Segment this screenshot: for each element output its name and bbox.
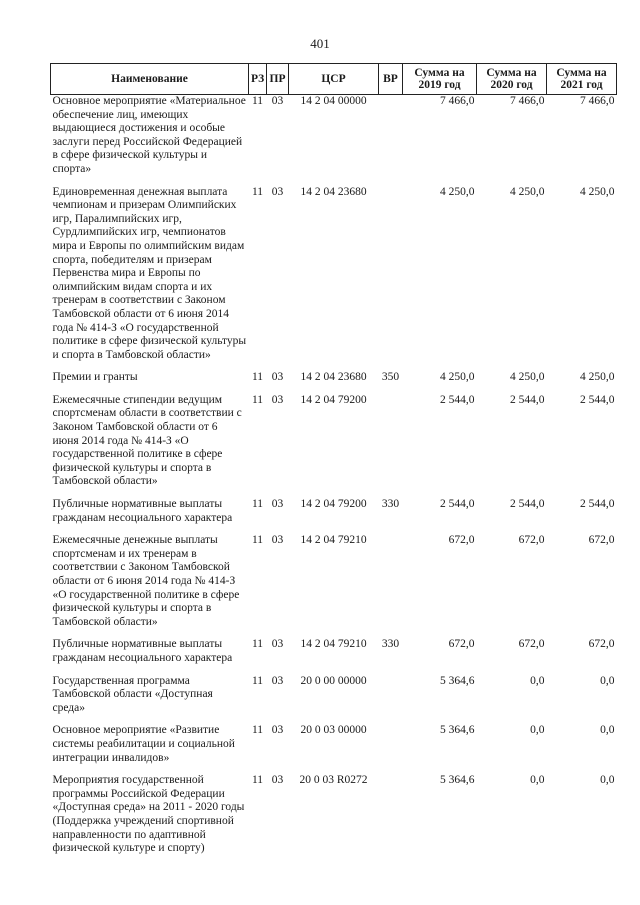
cell-name: Мероприятия государственной программы Российской Федерации «Доступная среда» на 2011 - 2020 годы (Поддержка учреждений спортивной направленности по адаптивной физической культуре и спорту): [52, 774, 245, 855]
cell-vr: 350: [381, 371, 400, 384]
cell-csr: 20 0 00 00000: [300, 674, 367, 687]
cell-sum-2021: 0,0: [600, 774, 615, 787]
cell-pr: 03: [271, 393, 284, 406]
cell-csr: 14 2 04 79210: [300, 638, 367, 651]
header-sum-2019: Сумма на 2019 год: [403, 64, 477, 95]
cell-sum-2019: 5 364,6: [440, 774, 475, 787]
cell-name: Единовременная денежная выплата чемпионам и призерам Олимпийских игр, Паралимпийских игр, Сурдлимпийских игр, чемпионатов мира и Европы по олимпийским видам спорта, победителям и призерам Первенства мира и Европы по олимпийским видам спорта и их тренерам в соответствии с Законом Тамбовской области от 6 июня 2014 года № 414-З «О государственной политике в сфере физической культуры и спорта в Тамбовской области»: [52, 185, 247, 361]
cell-vr: [379, 534, 403, 638]
cell-sum-2019: 7 466,0: [440, 95, 475, 107]
cell-rz: 11: [251, 185, 264, 198]
cell-sum-2021: 672,0: [588, 638, 615, 651]
table-row: [51, 638, 617, 674]
cell-sum-2021: 7 466,0: [580, 95, 615, 107]
cell-sum-2020: 672,0: [518, 534, 545, 547]
cell-sum-2019: 5 364,6: [440, 724, 475, 737]
cell-sum-2019: 2 544,0: [440, 393, 475, 406]
cell-sum-2020: 0,0: [530, 674, 545, 687]
table-header-row: [51, 64, 617, 95]
cell-sum-2020: 2 544,0: [510, 498, 545, 511]
cell-csr: 20 0 03 00000: [300, 724, 367, 737]
table-row: [51, 498, 617, 534]
cell-vr: [379, 675, 403, 725]
cell-sum-2021: 2 544,0: [580, 393, 615, 406]
cell-sum-2019: 672,0: [448, 638, 475, 651]
cell-csr: 14 2 04 23680: [300, 185, 367, 198]
table-row: [51, 675, 617, 725]
cell-sum-2021: 2 544,0: [580, 498, 615, 511]
cell-csr: 20 0 03 R0272: [299, 774, 368, 787]
cell-name: Ежемесячные денежные выплаты спортсменам и их тренерам в соответствии с Законом Тамбовской области от 6 июня 2014 года № 414-З «О государственной политике в сфере физической культуры и спорта в Тамбовской области»: [52, 534, 240, 628]
cell-pr: 03: [271, 534, 284, 547]
cell-csr: 14 2 04 00000: [300, 95, 367, 107]
cell-sum-2021: 0,0: [600, 724, 615, 737]
cell-vr: 330: [381, 638, 400, 651]
cell-name: Публичные нормативные выплаты гражданам несоциального характера: [52, 498, 233, 524]
header-sum-2021: Сумма на 2021 год: [547, 64, 617, 95]
table-row: [51, 724, 617, 774]
cell-sum-2020: 4 250,0: [510, 371, 545, 384]
cell-vr: [379, 95, 403, 186]
table-row: [51, 95, 617, 186]
cell-rz: 11: [251, 674, 264, 687]
budget-table: [50, 63, 617, 865]
table-row: [51, 774, 617, 865]
table-row: [51, 394, 617, 498]
cell-name: Государственная программа Тамбовской области «Доступная среда»: [52, 674, 213, 714]
table-row: [51, 534, 617, 638]
page-number: 401: [310, 36, 330, 51]
header-csr: ЦСР: [289, 64, 379, 95]
cell-vr: 330: [381, 498, 400, 511]
cell-vr: [379, 774, 403, 865]
cell-sum-2019: 672,0: [448, 534, 475, 547]
cell-name: Основное мероприятие «Развитие системы реабилитации и социальной интеграции инвалидов»: [52, 724, 235, 764]
cell-rz: 11: [251, 95, 264, 107]
cell-pr: 03: [271, 498, 284, 511]
cell-sum-2019: 4 250,0: [440, 185, 475, 198]
cell-sum-2021: 4 250,0: [580, 371, 615, 384]
cell-csr: 14 2 04 23680: [300, 371, 367, 384]
cell-sum-2020: 2 544,0: [510, 393, 545, 406]
cell-rz: 11: [251, 393, 264, 406]
cell-csr: 14 2 04 79210: [300, 534, 367, 547]
table-row: [51, 371, 617, 394]
cell-pr: 03: [271, 95, 284, 107]
cell-pr: 03: [271, 774, 284, 787]
cell-vr: [379, 394, 403, 498]
cell-vr: [379, 186, 403, 372]
cell-name: Ежемесячные стипендии ведущим спортсменам области в соответствии с Законом Тамбовской области от 6 июня 2014 года № 414-З «О государственной политике в сфере физической культуры и спорта в Тамбовской области»: [52, 393, 242, 488]
header-name: Наименование: [51, 64, 249, 95]
cell-sum-2021: 672,0: [588, 534, 615, 547]
cell-rz: 11: [251, 774, 264, 787]
cell-rz: 11: [251, 638, 264, 651]
cell-pr: 03: [271, 185, 284, 198]
header-sum-2020: Сумма на 2020 год: [477, 64, 547, 95]
cell-pr: 03: [271, 674, 284, 687]
cell-rz: 11: [251, 534, 264, 547]
cell-name: Публичные нормативные выплаты гражданам несоциального характера: [52, 638, 233, 664]
cell-sum-2019: 4 250,0: [440, 371, 475, 384]
cell-sum-2020: 4 250,0: [510, 185, 545, 198]
cell-pr: 03: [271, 638, 284, 651]
table-body: [51, 95, 617, 865]
cell-pr: 03: [271, 371, 284, 384]
header-pr: ПР: [267, 64, 289, 95]
cell-sum-2021: 4 250,0: [580, 185, 615, 198]
cell-rz: 11: [251, 724, 264, 737]
cell-sum-2020: 0,0: [530, 724, 545, 737]
cell-sum-2020: 0,0: [530, 774, 545, 787]
cell-rz: 11: [251, 498, 264, 511]
cell-name: Основное мероприятие «Материальное обеспечение лиц, имеющих выдающиеся достижения и особые заслуги перед Российской Федерацией в сфере физической культуры и спорта»: [52, 95, 246, 175]
cell-csr: 14 2 04 79200: [300, 498, 367, 511]
cell-pr: 03: [271, 724, 284, 737]
header-rz: РЗ: [249, 64, 267, 95]
cell-csr: 14 2 04 79200: [300, 393, 367, 406]
cell-sum-2019: 5 364,6: [440, 674, 475, 687]
cell-rz: 11: [251, 371, 264, 384]
cell-sum-2020: 7 466,0: [510, 95, 545, 107]
header-vr: ВР: [379, 64, 403, 95]
cell-vr: [379, 724, 403, 774]
cell-name: Премии и гранты: [52, 371, 138, 384]
table-row: [51, 186, 617, 372]
cell-sum-2020: 672,0: [518, 638, 545, 651]
cell-sum-2019: 2 544,0: [440, 498, 475, 511]
cell-sum-2021: 0,0: [600, 674, 615, 687]
